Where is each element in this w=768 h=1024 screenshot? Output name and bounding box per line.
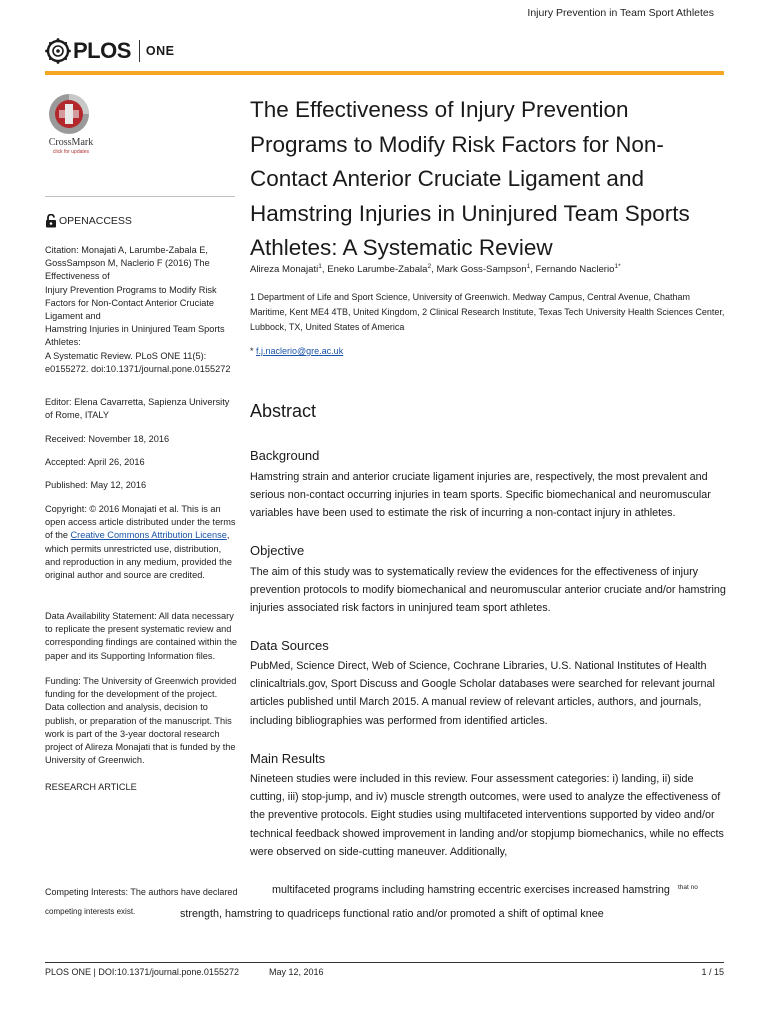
copyright-text: Copyright: © 2016 Monajati et al. This is an open access article distributed under the terms of the	[45, 504, 236, 541]
author-separator: ,	[530, 264, 536, 276]
funding-note: Funding: The University of Greenwich provided funding for the development of the project. Data collection and analysis, decision to publish, or preparation of the manuscript. This work is part of the 3-year doctoral research project of Alireza Monajati that is funded by the University of Greenwich.	[45, 676, 237, 766]
citation-line: e0155272. doi:10.1371/journal.pone.0155272	[45, 363, 231, 374]
corresponding-email-link[interactable]: f.j.naclerio@gre.ac.uk	[256, 346, 344, 356]
main-results-text: Nineteen studies were included in this review. Four assessment categories: i) landing, ii) side cutting, iii) stop-jump, and iv) muscle strength outcomes, were used to analyze the effectiveness of the preventive protocols. Eight studies using multifaceted interventions supported by video and/or technical feedback showed improvement in landing and/or stopjump biomechanics, while no effects were observed on side-cutting maneuver. Additionally,	[250, 773, 724, 858]
corresponding-marker: *	[250, 346, 257, 356]
author-name[interactable]: Alireza Monajati	[250, 264, 319, 276]
abstract-heading: Abstract	[250, 401, 317, 421]
footer-rule	[45, 962, 724, 963]
footer-page-number: 1 / 15	[701, 967, 724, 977]
header-orange-rule	[45, 71, 724, 75]
open-lock-icon	[45, 214, 57, 228]
author-affil-sup: 1	[526, 263, 531, 270]
plos-brand-text: PLOS	[73, 38, 131, 63]
citation-block	[45, 244, 239, 376]
main-results-heading: Main Results	[250, 751, 326, 766]
license-link[interactable]: Creative Commons Attribution License	[70, 530, 227, 541]
data-sources-heading: Data Sources	[250, 638, 329, 653]
citation-line: Factors for Non-Contact Anterior Cruciate	[45, 297, 215, 308]
editor-note: Editor: Elena Cavarretta, Sapienza University of Rome, ITALY	[45, 397, 230, 421]
objective-heading: Objective	[250, 543, 305, 558]
author-list	[250, 263, 621, 275]
citation-line: Ligament and	[45, 311, 101, 322]
article-title: The Effectiveness of Injury Prevention Programs to Modify Risk Factors for Non-Contact Anterior Cruciate Ligament and Hamstring Injuries in Uninjured Team Sports Athletes: A Systematic Review	[250, 97, 690, 260]
citation-line: Effectiveness of	[45, 271, 110, 282]
plos-logo-mark-icon	[45, 38, 71, 64]
logo-divider	[139, 40, 140, 62]
copyright-text-cont: , which permits unrestricted use, distribution, and reproduction in any medium, provided the original author and source are credited.	[45, 530, 232, 581]
citation-line: Citation: Monajati A, Larumbe-Zabala E,	[45, 245, 208, 255]
citation-line: A Systematic Review. PLoS ONE 11(5):	[45, 350, 207, 361]
citation-line: Injury Prevention Programs to Modify Risk	[45, 284, 217, 295]
objective-text: The aim of this study was to systematically review the evidences for the effectiveness of injury prevention protocols to modify biomechanical and neuromuscular anterior cruciate and/or hamstring injuries associated risk factors in uninjured team sport athletes.	[250, 566, 726, 615]
crossmark-badge[interactable]	[44, 92, 98, 158]
journal-name: ONE	[145, 44, 175, 58]
citation-line: Athletes:	[45, 337, 81, 348]
footer-date: May 12, 2016	[269, 967, 324, 977]
data-availability-note: Data Availability Statement: All data necessary to replicate the present systematic review and corresponding findings are contained within the paper and its Supporting Information files.	[45, 611, 238, 661]
competing-interests-label-cont: competing interests exist.	[45, 907, 136, 916]
author-affil-sup: 1*	[614, 263, 621, 270]
data-sources-text: PubMed, Science Direct, Web of Science, Cochrane Libraries, U.S. National Institutes of Health clinicaltrials.gov, Sport Discuss and Google Scholar databases were searched for relevant journal articles published until March 2015. A manual review of relevant articles, authors, and journals, including bibliographies was performed from identified articles.	[250, 660, 715, 727]
background-heading: Background	[250, 448, 320, 463]
corresponding-author	[250, 346, 343, 356]
author-name[interactable]: Eneko Larumbe-Zabala	[327, 264, 428, 276]
copyright-note	[45, 503, 239, 582]
published-date: Published: May 12, 2016	[45, 480, 147, 490]
competing-interests-label: Competing Interests: The authors have declared	[45, 887, 238, 897]
sidebar-rule	[45, 196, 235, 197]
plos-one-logo[interactable]	[45, 36, 175, 66]
page-footer	[45, 967, 724, 977]
author-name[interactable]: Fernando Naclerio	[535, 264, 615, 276]
footer-journal-doi: PLOS ONE | DOI:10.1371/journal.pone.0155272	[45, 967, 239, 977]
open-access-badge	[45, 214, 132, 228]
author-name[interactable]: Mark Goss-Sampson	[436, 264, 527, 276]
affiliations: 1 Department of Life and Sport Science, University of Greenwich. Medway Campus, Central Avenue, Chatham Maritime, Kent ME4 4TB, United Kingdom, 2 Clinical Research Institute, Texas Tech University Health Sciences Center, Lubbock, TX, United States of America	[250, 292, 725, 332]
received-date: Received: November 18, 2016	[45, 434, 170, 444]
citation-line: Hamstring Injuries in Uninjured Team Sports	[45, 324, 225, 335]
results-continuation-line-2: strength, hamstring to quadriceps functional ratio and/or promoted a shift of optimal knee	[180, 908, 604, 920]
article-type: RESEARCH ARTICLE	[45, 782, 137, 792]
background-text: Hamstring strain and anterior cruciate ligament injuries are, respectively, the most prevalent and serious non-contact occurring injuries in team sports. Specific biomechanical and neuromuscular variables have been used to estimate the risk of incurring a non-contact injury in athletes.	[250, 471, 711, 520]
citation-line: GossSampson M, Naclerio F (2016) The	[45, 258, 210, 269]
competing-interests-fragment: that no	[678, 884, 698, 891]
crossmark-sublabel: click for updates	[52, 149, 90, 155]
open-access-label: OPENACCESS	[59, 215, 132, 227]
accepted-date: Accepted: April 26, 2016	[45, 457, 145, 467]
crossmark-icon	[47, 92, 91, 136]
running-head: Injury Prevention in Team Sport Athletes	[527, 7, 714, 19]
results-continuation-line: multifaceted programs including hamstring eccentric exercises increased hamstring	[272, 884, 670, 896]
author-separator: ,	[321, 264, 328, 276]
author-affil-sup: 1	[318, 263, 322, 270]
author-separator: ,	[431, 264, 437, 276]
author-affil-sup: 2	[427, 263, 432, 270]
crossmark-label: CrossMark	[48, 137, 94, 148]
